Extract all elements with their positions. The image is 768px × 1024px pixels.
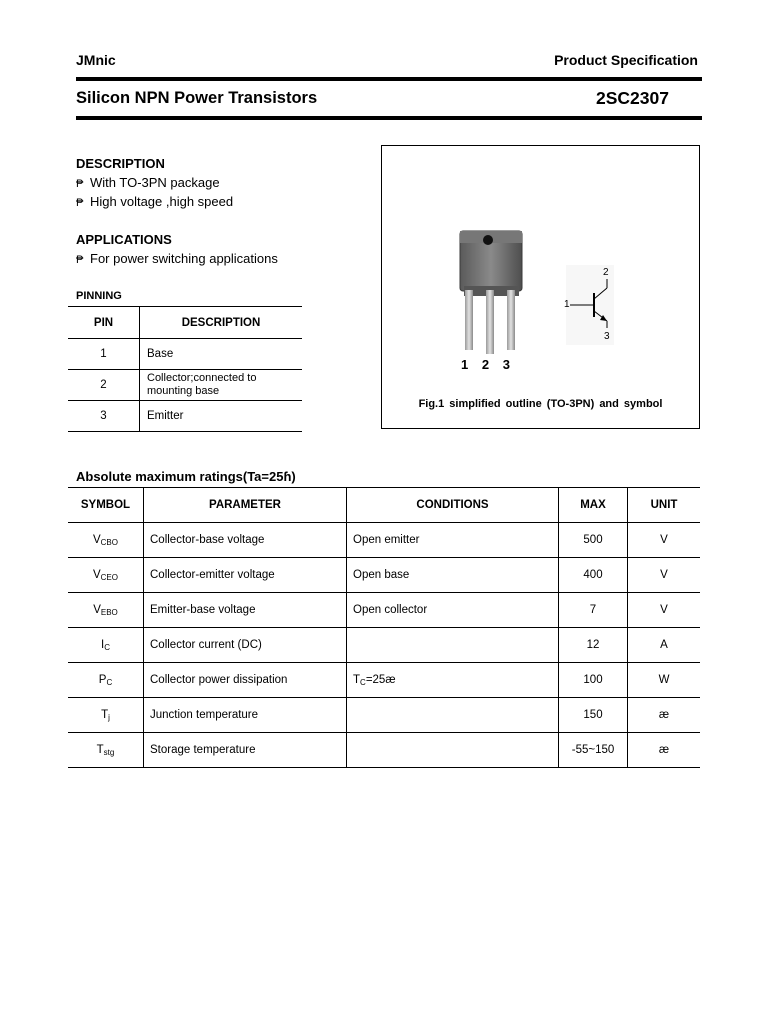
conditions-col-header: CONDITIONS <box>347 488 559 523</box>
figure-caption: Fig.1 simplified outline (TO-3PN) and symbol <box>418 398 663 410</box>
max-cell: 100 <box>559 663 628 698</box>
table-row <box>68 733 700 768</box>
description-item-text: High voltage ,high speed <box>90 194 234 209</box>
max-col-header: MAX <box>559 488 628 523</box>
table-row <box>68 401 302 432</box>
pin-number: 1 <box>68 339 140 370</box>
table-row <box>68 523 700 558</box>
condition-text: Open emitter <box>353 533 420 546</box>
unit-cell: æ <box>628 733 701 768</box>
condition-text: Open collector <box>353 603 428 616</box>
conditions-cell <box>347 523 559 558</box>
unit-cell: æ <box>628 698 701 733</box>
applications-item-text: For power switching applications <box>90 251 278 266</box>
applications-item <box>76 251 278 266</box>
symbol-cell <box>68 523 144 558</box>
description-item-text: With TO-3PN package <box>90 175 220 190</box>
parameter-cell: Collector power dissipation <box>144 663 347 698</box>
symbol-subscript: C <box>106 677 113 687</box>
bullet-mark: ₱ <box>76 197 84 209</box>
part-number: 2SC2307 <box>596 88 669 108</box>
max-cell: 500 <box>559 523 628 558</box>
unit-cell: V <box>628 558 701 593</box>
symbol-cell <box>68 628 144 663</box>
max-cell: 12 <box>559 628 628 663</box>
conditions-cell <box>347 593 559 628</box>
package-pin-3: 3 <box>502 357 510 372</box>
applications-heading: APPLICATIONS <box>76 232 172 247</box>
symbol-letter: P <box>98 673 107 686</box>
pin-description: Emitter <box>140 401 303 432</box>
table-row <box>68 628 700 663</box>
parameter-cell: Junction temperature <box>144 698 347 733</box>
pin-description: Collector;connected to mounting base <box>140 370 303 401</box>
symbol-emitter-label: 3 <box>604 331 610 342</box>
conditions-cell <box>347 558 559 593</box>
table-row <box>68 370 302 401</box>
condition-text: Open base <box>353 568 410 581</box>
package-pin-labels <box>461 357 510 372</box>
condition-text: T <box>353 673 361 686</box>
company-name: JMnic <box>76 52 116 68</box>
parameter-cell: Emitter-base voltage <box>144 593 347 628</box>
max-cell: 400 <box>559 558 628 593</box>
parameter-cell: Storage temperature <box>144 733 347 768</box>
pinning-header-row <box>68 307 302 339</box>
parameter-col-header: PARAMETER <box>144 488 347 523</box>
figure-box <box>381 145 700 429</box>
pin-col-header: PIN <box>68 307 140 339</box>
pinning-heading: PINNING <box>76 290 122 302</box>
unit-cell: A <box>628 628 701 663</box>
condition-tail: =25æ <box>365 673 396 686</box>
unit-cell: V <box>628 523 701 558</box>
parameter-cell: Collector-base voltage <box>144 523 347 558</box>
symbol-letter: T <box>96 743 104 756</box>
bullet-mark: ₱ <box>76 178 84 190</box>
description-item <box>76 194 233 209</box>
max-cell: 7 <box>559 593 628 628</box>
symbol-collector-label: 2 <box>603 267 609 278</box>
ratings-title: Absolute maximum ratings(Ta=25ɦ) <box>76 469 296 484</box>
title-rule <box>76 116 702 120</box>
package-pin-2: 2 <box>481 357 490 372</box>
package-pin-1: 1 <box>461 357 469 372</box>
table-row <box>68 593 700 628</box>
symbol-cell <box>68 733 144 768</box>
parameter-cell: Collector-emitter voltage <box>144 558 347 593</box>
symbol-cell <box>68 593 144 628</box>
unit-cell: V <box>628 593 701 628</box>
table-row <box>68 663 700 698</box>
symbol-cell <box>68 698 144 733</box>
parameter-cell: Collector current (DC) <box>144 628 347 663</box>
pin-number: 3 <box>68 401 140 432</box>
description-item <box>76 175 220 190</box>
condition-subscript: C <box>360 677 366 687</box>
symbol-subscript: EBO <box>100 607 118 617</box>
symbol-subscript: stg <box>103 747 115 757</box>
table-row <box>68 698 700 733</box>
symbol-letter: V <box>92 533 101 546</box>
header-rule <box>76 77 702 81</box>
conditions-cell <box>347 628 559 663</box>
symbol-letter: T <box>101 708 109 721</box>
desc-col-header: DESCRIPTION <box>140 307 303 339</box>
conditions-cell <box>347 698 559 733</box>
symbol-letter: I <box>101 638 105 651</box>
symbol-cell <box>68 558 144 593</box>
max-cell: -55~150 <box>559 733 628 768</box>
symbol-subscript: CEO <box>100 572 118 582</box>
symbol-letter: V <box>93 603 101 616</box>
pin-description: Base <box>140 339 303 370</box>
table-row <box>68 558 700 593</box>
conditions-cell <box>347 733 559 768</box>
doc-title: Silicon NPN Power Transistors <box>76 89 318 107</box>
pinning-table <box>68 306 302 432</box>
doc-type: Product Specification <box>554 52 698 68</box>
description-heading: DESCRIPTION <box>76 156 165 171</box>
symbol-base-label: 1 <box>564 299 570 310</box>
package-outline-image <box>450 228 530 378</box>
symbol-cell <box>68 663 144 698</box>
table-row <box>68 339 302 370</box>
symbol-subscript: C <box>104 642 110 652</box>
symbol-subscript: j <box>108 712 110 722</box>
symbol-subscript: CBO <box>100 537 118 547</box>
max-cell: 150 <box>559 698 628 733</box>
unit-col-header: UNIT <box>628 488 701 523</box>
symbol-letter: V <box>92 568 101 581</box>
bullet-mark: ₱ <box>76 254 84 266</box>
conditions-cell <box>347 663 559 698</box>
unit-cell: W <box>628 663 701 698</box>
ratings-table <box>68 487 700 768</box>
ratings-header-row <box>68 488 700 523</box>
symbol-col-header: SYMBOL <box>68 488 144 523</box>
pin-number: 2 <box>68 370 140 401</box>
